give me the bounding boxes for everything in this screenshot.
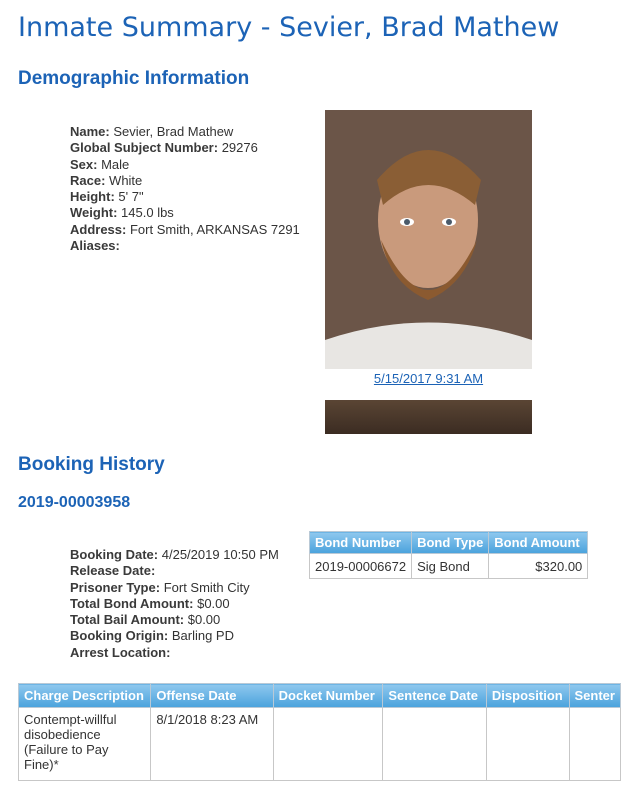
charge-description-header[interactable]: Charge Description — [19, 684, 151, 708]
disposition-cell — [486, 708, 569, 781]
field-booking-date: Booking Date: 4/25/2019 10:50 PM — [70, 547, 279, 562]
field-address: Address: Fort Smith, ARKANSAS 7291 — [70, 221, 300, 237]
bond-table-header-row — [310, 532, 588, 554]
field-global-subject-number: Global Subject Number: 29276 — [70, 140, 258, 156]
field-name: Name: Sevier, Brad Mathew — [70, 124, 234, 139]
field-total-bail-amount: Total Bail Amount: $0.00 — [70, 612, 221, 628]
bond-number-header[interactable]: Bond Number — [310, 532, 412, 554]
bond-type-header[interactable]: Bond Type — [412, 532, 489, 554]
charge-table — [18, 683, 621, 781]
demographic-info — [70, 124, 300, 254]
disposition-header[interactable]: Disposition — [486, 684, 569, 708]
demographic-heading: Demographic Information — [18, 68, 250, 89]
mugshot-photo — [325, 110, 532, 369]
field-booking-origin: Booking Origin: Barling PD — [70, 628, 234, 644]
field-race: Race: White — [70, 172, 143, 188]
sentence-date-cell — [383, 708, 487, 781]
field-arrest-location: Arrest Location: — [70, 644, 171, 660]
bond-amount-cell: $320.00 — [489, 554, 588, 579]
sentence-date-header[interactable]: Sentence Date — [383, 684, 487, 708]
field-prisoner-type: Prisoner Type: Fort Smith City — [70, 579, 250, 595]
docket-number-header[interactable]: Docket Number — [273, 684, 383, 708]
booking-info — [70, 547, 279, 661]
field-sex: Sex: Male — [70, 156, 130, 172]
page-title: Inmate Summary - Sevier, Brad Mathew — [18, 12, 560, 43]
charge-description-cell: Contempt-willful disobedience (Failure to Pay Fine)* — [19, 708, 151, 781]
sentence-cell — [569, 708, 620, 781]
docket-number-cell — [273, 708, 383, 781]
field-total-bond-amount: Total Bond Amount: $0.00 — [70, 595, 230, 611]
bond-number-cell: 2019-00006672 — [310, 554, 412, 579]
table-row — [19, 708, 621, 781]
booking-history-heading: Booking History — [18, 454, 165, 475]
field-height: Height: 5' 7" — [70, 189, 144, 205]
mugshot-photo-2 — [325, 400, 532, 434]
bond-amount-header[interactable]: Bond Amount — [489, 532, 588, 554]
offense-date-cell: 8/1/2018 8:23 AM — [151, 708, 273, 781]
booking-number: 2019-00003958 — [18, 494, 131, 511]
field-aliases: Aliases: — [70, 238, 120, 254]
bond-type-cell: Sig Bond — [412, 554, 489, 579]
sentence-header[interactable]: Senter — [569, 684, 620, 708]
field-weight: Weight: 145.0 lbs — [70, 205, 174, 221]
charge-table-header-row — [19, 684, 621, 708]
field-release-date: Release Date: — [70, 563, 156, 579]
photo-date-link[interactable]: 5/15/2017 9:31 AM — [373, 371, 484, 386]
mugshot-illustration — [325, 110, 532, 369]
offense-date-header[interactable]: Offense Date — [151, 684, 273, 708]
table-row — [310, 554, 588, 579]
bond-table — [309, 531, 588, 579]
